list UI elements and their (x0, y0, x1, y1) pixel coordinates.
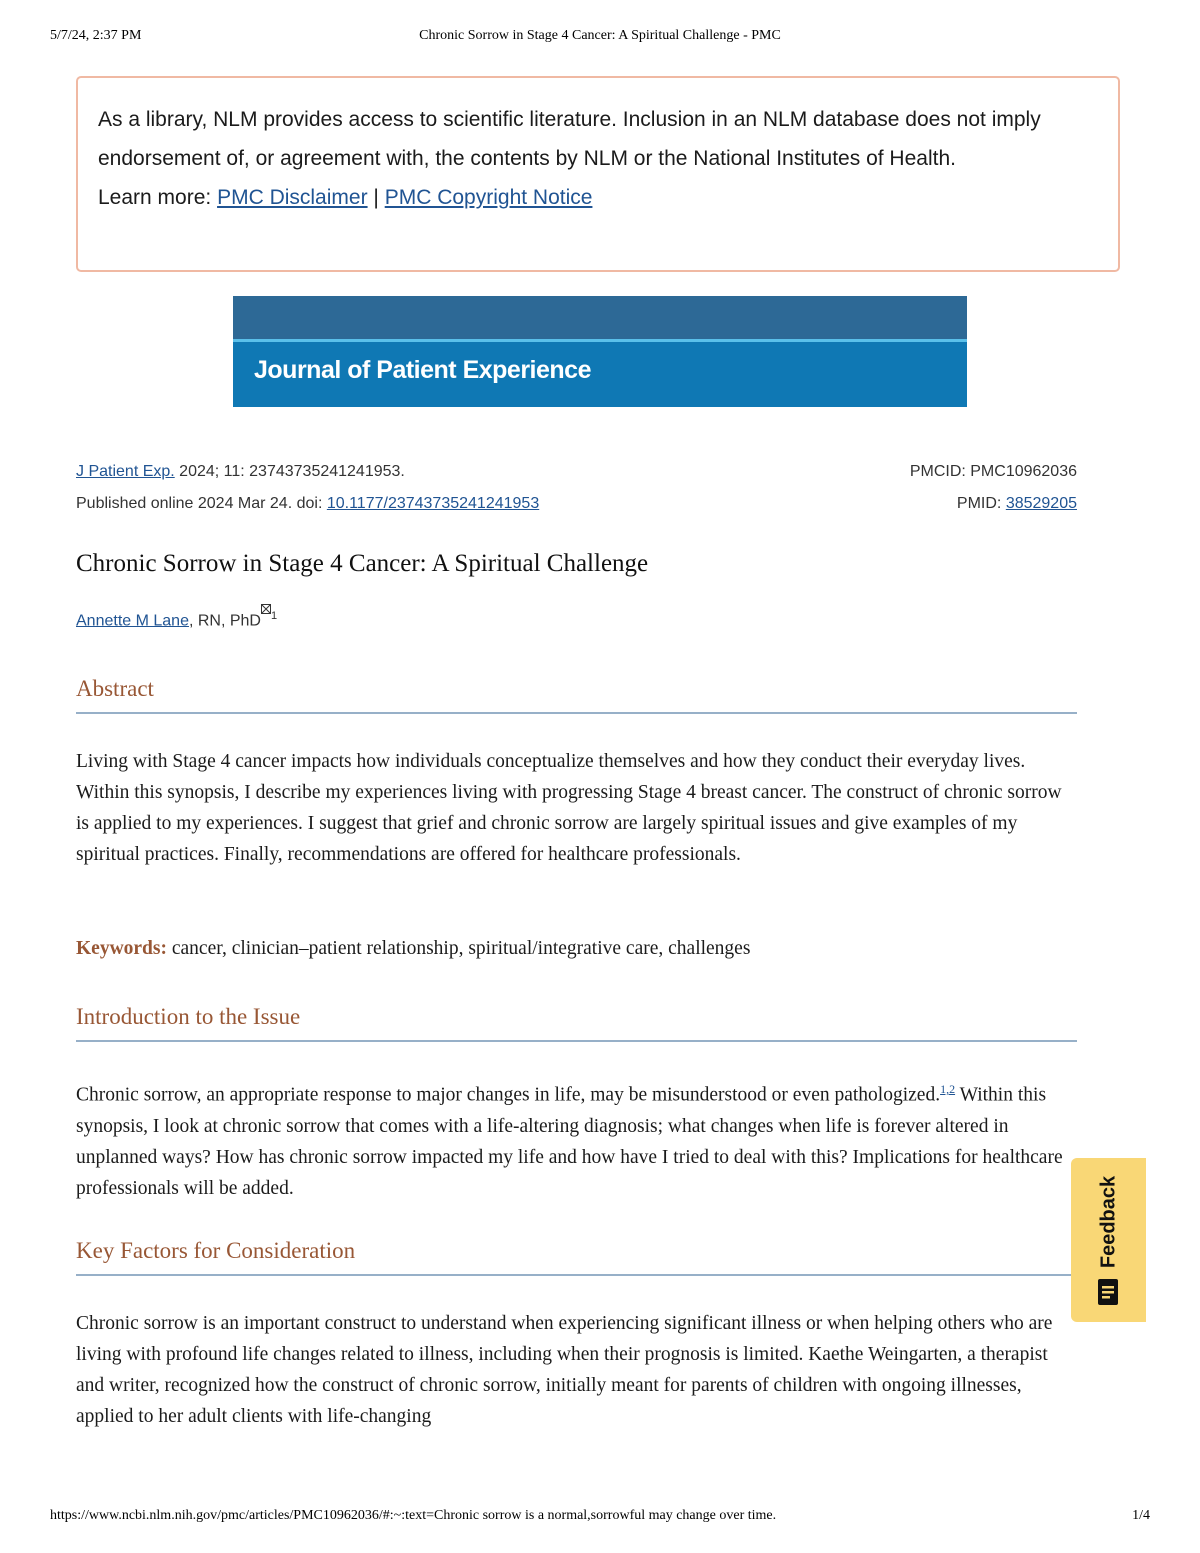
journal-banner[interactable] (233, 296, 967, 407)
journal-volume: 2024; 11: 23743735241241953. (174, 463, 405, 480)
disclaimer-learn-more (98, 178, 1098, 217)
print-datetime: 5/7/24, 2:37 PM (50, 28, 142, 43)
key-factors-text: Chronic sorrow is an important construct to understand when experiencing significant illness or when helping others who are living with profound life changes related to illness, including when their prognosis is limited. Kaethe Weingarten, a therapist and writer, recognized how the construct of chronic sorrow, initially meant for parents of children with ongoing illnesses, applied to her adult clients with life-changing (76, 1313, 1053, 1427)
print-footer (50, 1508, 1150, 1528)
author-line (76, 610, 277, 630)
feedback-button[interactable] (1071, 1158, 1146, 1322)
pmid-link[interactable]: 38529205 (1005, 495, 1077, 512)
keywords-label: Keywords: (76, 938, 167, 959)
disclaimer-text: As a library, NLM provides access to scientific literature. Inclusion in an NLM database does not imply endorsement of, or agreement with, the contents by NLM or the National Institutes of Health. (98, 108, 1041, 170)
doi-link[interactable]: 10.1177/23743735241241953 (326, 495, 540, 512)
intro-heading: Introduction to the Issue (76, 1004, 1077, 1042)
feedback-label: Feedback (1097, 1175, 1119, 1269)
email-icon[interactable] (261, 604, 271, 614)
author-link[interactable]: Annette M Lane (76, 612, 189, 630)
pmc-copyright-link[interactable]: PMC Copyright Notice (384, 186, 593, 209)
author-credentials: , RN, PhD (188, 612, 261, 630)
key-factors-heading: Key Factors for Consideration (76, 1238, 1077, 1276)
pmid-label: PMID: (956, 495, 1006, 512)
intro-text (76, 1073, 1077, 1204)
banner-stripe (233, 339, 967, 342)
link-separator: | (367, 186, 385, 209)
abstract-heading: Abstract (76, 676, 1077, 714)
keywords-line (76, 933, 1077, 964)
published-label: Published online 2024 Mar 24. doi: (76, 495, 327, 512)
intro-text-after: Within this synopsis, I look at chronic sorrow that comes with a life-altering diagnosis; what changes when life is forever altered in unplanned ways? How has chronic sorrow impacted my life and how have I tried to deal with this? Implications for healthcare professionals will be added. (76, 1084, 1063, 1199)
nlm-disclaimer-box (76, 76, 1120, 272)
print-url: https://www.ncbi.nlm.nih.gov/pmc/articles/PMC10962036/#:~:text=Chronic sorrow is a normal,sorrowful may change over time. (50, 1508, 777, 1523)
citation-journal-line (76, 456, 539, 488)
pmcid: PMCID: PMC10962036 (909, 463, 1077, 480)
journal-link[interactable]: J Patient Exp. (76, 463, 175, 480)
print-page-title: Chronic Sorrow in Stage 4 Cancer: A Spiritual Challenge - PMC (419, 28, 781, 43)
feedback-icon (1097, 1278, 1119, 1306)
keywords-list: cancer, clinician–patient relationship, spiritual/integrative care, challenges (167, 938, 751, 959)
pmc-disclaimer-link[interactable]: PMC Disclaimer (217, 186, 368, 209)
article-title: Chronic Sorrow in Stage 4 Cancer: A Spiritual Challenge (76, 550, 649, 577)
print-page-number: 1/4 (1132, 1508, 1150, 1523)
affiliation-number: 1 (270, 610, 278, 622)
learn-more-label: Learn more: (98, 186, 218, 209)
banner-top-band (233, 296, 967, 339)
journal-name: Journal of Patient Experience (254, 356, 591, 384)
citation-right (910, 456, 1077, 520)
intro-text-before: Chronic sorrow, an appropriate response to major changes in life, may be misunderstood or even pathologized. (76, 1084, 941, 1106)
reference-sup (940, 1079, 955, 1097)
reference-link[interactable]: 1,2 (940, 1082, 956, 1096)
print-header (50, 28, 1150, 48)
citation-left (76, 456, 539, 520)
author-affiliation (261, 610, 277, 622)
pmid-line (910, 488, 1077, 520)
abstract-text: Living with Stage 4 cancer impacts how individuals conceptualize themselves and how they conduct their everyday lives. Within this synopsis, I describe my experiences living with progressing Stage 4 breast cancer. The construct of chronic sorrow is applied to my experiences. I suggest that grief and chronic sorrow are largely spiritual issues and give examples of my spiritual practices. Finally, recommendations are offered for healthcare professionals. (76, 751, 1062, 865)
citation-published-line (76, 488, 539, 520)
